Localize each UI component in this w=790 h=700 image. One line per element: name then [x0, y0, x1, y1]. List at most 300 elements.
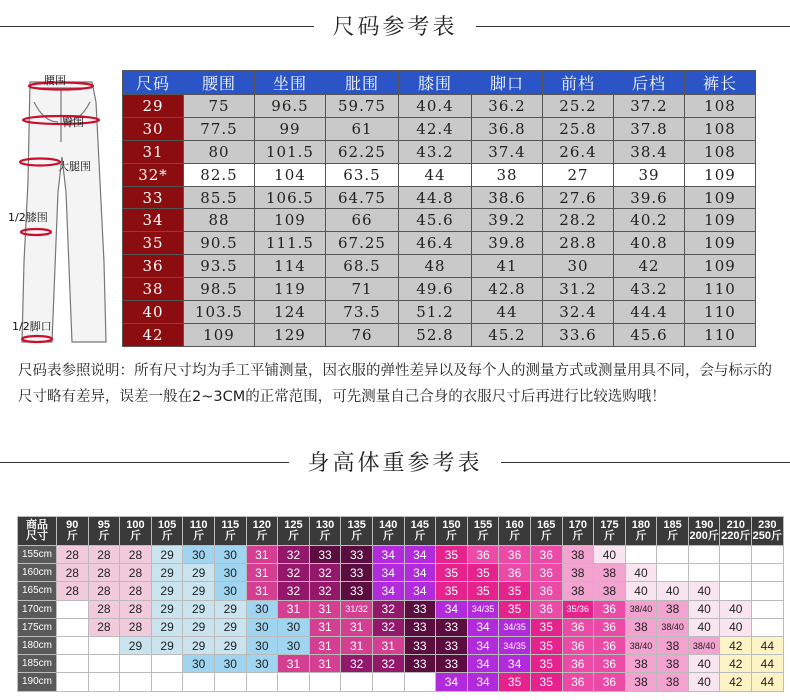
size-recommendation-cell: 33 [404, 600, 436, 618]
measurement-cell: 27 [543, 163, 614, 186]
size-recommendation-cell: 33 [309, 546, 341, 564]
size-recommendation-cell: 28 [57, 546, 89, 564]
size-recommendation-cell: 29 [214, 600, 246, 618]
measurement-cell: 45.6 [614, 323, 685, 346]
weight-unit: 斤 [414, 530, 426, 542]
height-weight-table [17, 516, 784, 692]
measurement-cell: 108 [685, 140, 756, 163]
weight-header-cell [530, 517, 562, 546]
size-recommendation-cell: 35 [436, 546, 468, 564]
size-recommendation-cell [57, 600, 89, 618]
weight-header-row [18, 517, 784, 546]
size-recommendation-cell: 34 [436, 600, 468, 618]
size-recommendation-cell [720, 564, 752, 582]
size-recommendation-cell: 31 [341, 636, 373, 654]
size-cell: 38 [123, 278, 184, 301]
weight-unit: 220斤 [721, 530, 751, 542]
weight-value: 105 [157, 519, 177, 531]
measurement-cell: 80 [184, 140, 255, 163]
pants-outline-icon [8, 62, 120, 352]
measurement-cell: 75 [184, 95, 255, 118]
size-recommendation-cell [57, 618, 89, 636]
weight-header-cell [499, 517, 531, 546]
size-recommendation-cell: 32 [278, 564, 310, 582]
measurement-cell: 93.5 [184, 255, 255, 278]
height-label: 185cm [18, 655, 57, 673]
weight-unit: 斤 [193, 530, 205, 542]
size-recommendation-cell: 32 [372, 600, 404, 618]
height-label: 155cm [18, 546, 57, 564]
measurement-cell: 96.5 [255, 95, 326, 118]
weight-value: 115 [221, 519, 240, 531]
size-recommendation-cell [688, 564, 720, 582]
header-cell: 肶围 [326, 71, 399, 95]
size-recommendation-cell: 33 [404, 618, 436, 636]
size-recommendation-cell: 36 [562, 636, 594, 654]
weight-value: 160 [505, 519, 524, 531]
size-recommendation-cell [183, 673, 215, 691]
size-recommendation-cell: 40 [720, 600, 752, 618]
weight-header-cell [214, 517, 246, 546]
size-recommendation-cell: 31 [246, 582, 278, 600]
size-cell: 34 [123, 209, 184, 232]
height-row [18, 546, 784, 564]
corner-cell [18, 517, 57, 546]
measurement-cell: 109 [685, 163, 756, 186]
weight-value: 125 [284, 519, 303, 531]
weight-value: 170 [568, 519, 587, 531]
size-recommendation-cell: 31 [341, 618, 373, 636]
size-recommendation-cell: 38/40 [625, 636, 657, 654]
size-recommendation-cell: 38 [625, 618, 657, 636]
size-recommendation-cell: 33 [341, 582, 373, 600]
measurement-cell: 108 [685, 117, 756, 140]
label-knee: 1/2膝围 [8, 211, 48, 224]
weight-header-cell [278, 517, 310, 546]
measurement-cell: 44.8 [399, 186, 472, 209]
size-recommendation-cell: 28 [120, 582, 152, 600]
label-waist: 腰围 [44, 74, 66, 87]
size-recommendation-cell [752, 564, 784, 582]
measurement-cell: 71 [326, 278, 399, 301]
size-recommendation-cell [246, 673, 278, 691]
size-recommendation-cell: 29 [183, 582, 215, 600]
size-recommendation-cell: 34 [499, 655, 531, 673]
size-cell: 31 [123, 140, 184, 163]
size-cell: 29 [123, 95, 184, 118]
size-recommendation-cell: 28 [88, 600, 120, 618]
measurement-cell: 52.8 [399, 323, 472, 346]
weight-unit: 斤 [382, 530, 394, 542]
header-cell: 尺码 [123, 71, 184, 95]
height-row [18, 636, 784, 654]
size-recommendation-cell: 31 [246, 546, 278, 564]
weight-value: 110 [189, 519, 208, 531]
size-recommendation-cell: 38/40 [657, 618, 689, 636]
size-recommendation-cell: 36 [467, 546, 499, 564]
measurement-cell: 40.2 [614, 209, 685, 232]
size-recommendation-cell: 33 [404, 655, 436, 673]
size-recommendation-cell [57, 655, 89, 673]
weight-header-cell [625, 517, 657, 546]
size-recommendation-cell: 30 [246, 600, 278, 618]
measurement-cell: 61 [326, 117, 399, 140]
size-recommendation-cell: 40 [688, 673, 720, 691]
size-recommendation-cell: 30 [214, 582, 246, 600]
size-recommendation-cell: 38 [594, 582, 626, 600]
size-recommendation-cell [720, 546, 752, 564]
measurement-cell: 38.6 [472, 186, 543, 209]
measurement-cell: 110 [685, 278, 756, 301]
measurement-cell: 44.4 [614, 301, 685, 324]
size-cell: 33 [123, 186, 184, 209]
size-recommendation-cell: 36 [530, 600, 562, 618]
weight-header-cell [562, 517, 594, 546]
size-recommendation-cell: 36 [562, 618, 594, 636]
weight-unit: 斤 [256, 530, 268, 542]
weight-value: 230 [758, 519, 777, 531]
size-cell: 36 [123, 255, 184, 278]
size-cell: 32* [123, 163, 184, 186]
weight-unit: 250斤 [752, 530, 783, 542]
size-recommendation-cell: 30 [278, 636, 310, 654]
size-row [123, 232, 756, 255]
size-recommendation-cell: 34 [467, 673, 499, 691]
measurement-cell: 38 [472, 163, 543, 186]
size-recommendation-cell: 38 [594, 564, 626, 582]
measurement-cell: 39.2 [472, 209, 543, 232]
weight-header-cell [688, 517, 720, 546]
weight-value: 180 [631, 519, 651, 531]
weight-unit: 200斤 [689, 530, 719, 542]
weight-unit: 斤 [509, 530, 521, 542]
size-recommendation-cell: 35/36 [562, 600, 594, 618]
height-label: 170cm [18, 600, 57, 618]
size-recommendation-cell: 29 [151, 618, 183, 636]
size-recommendation-cell: 35 [499, 582, 531, 600]
size-recommendation-cell: 35 [530, 673, 562, 691]
weight-value: 155 [473, 519, 493, 531]
size-recommendation-cell: 40 [625, 564, 657, 582]
size-recommendation-cell: 29 [183, 564, 215, 582]
size-recommendation-cell [372, 673, 404, 691]
weight-unit: 斤 [319, 530, 331, 542]
measurement-cell: 59.75 [326, 95, 399, 118]
measurement-cell: 36.2 [472, 95, 543, 118]
size-recommendation-cell: 35 [530, 655, 562, 673]
size-recommendation-cell [657, 564, 689, 582]
size-recommendation-cell [88, 636, 120, 654]
measurement-cell: 77.5 [184, 117, 255, 140]
measurement-cell: 38.4 [614, 140, 685, 163]
size-recommendation-cell: 29 [214, 636, 246, 654]
size-recommendation-cell: 33 [436, 636, 468, 654]
size-recommendation-cell: 28 [120, 618, 152, 636]
weight-unit: 斤 [129, 530, 141, 542]
measurement-cell: 62.25 [326, 140, 399, 163]
weight-header-cell [246, 517, 278, 546]
size-recommendation-cell [752, 582, 784, 600]
measurement-cell: 103.5 [184, 301, 255, 324]
size-recommendation-cell: 38 [657, 600, 689, 618]
weight-header-cell [436, 517, 468, 546]
size-recommendation-cell: 34 [467, 655, 499, 673]
measurement-cell: 109 [685, 209, 756, 232]
weight-unit: 斤 [540, 530, 552, 542]
weight-chart-title: 身高体重参考表 [289, 446, 500, 477]
size-recommendation-cell: 36 [530, 582, 562, 600]
size-table-header [123, 71, 756, 95]
size-recommendation-cell: 33 [341, 546, 373, 564]
height-row [18, 655, 784, 673]
measurement-cell: 48 [399, 255, 472, 278]
weight-value: 130 [315, 519, 335, 531]
weight-header-cell [57, 517, 89, 546]
measurement-cell: 129 [255, 323, 326, 346]
size-recommendation-cell: 30 [246, 655, 278, 673]
measurement-cell: 25.8 [543, 117, 614, 140]
size-recommendation-cell: 35 [436, 582, 468, 600]
measurement-cell: 98.5 [184, 278, 255, 301]
size-recommendation-cell: 36 [499, 546, 531, 564]
measurement-cell: 45.2 [472, 323, 543, 346]
size-row [123, 301, 756, 324]
size-recommendation-cell [752, 546, 784, 564]
size-recommendation-cell: 31/32 [341, 600, 373, 618]
height-label: 165cm [18, 582, 57, 600]
size-recommendation-cell: 33 [436, 618, 468, 636]
height-label: 160cm [18, 564, 57, 582]
weight-header-cell [657, 517, 689, 546]
weight-unit: 斤 [161, 530, 173, 542]
size-recommendation-cell: 34 [436, 673, 468, 691]
measurement-cell: 73.5 [326, 301, 399, 324]
size-recommendation-cell: 35 [499, 673, 531, 691]
weight-value: 135 [347, 519, 366, 531]
measurement-cell: 109 [255, 209, 326, 232]
weight-unit: 斤 [66, 530, 78, 542]
size-recommendation-cell: 32 [372, 655, 404, 673]
size-recommendation-cell: 35 [499, 600, 531, 618]
pants-measurement-diagram [8, 62, 120, 352]
size-recommendation-cell: 34 [467, 636, 499, 654]
size-recommendation-cell: 32 [278, 582, 310, 600]
size-recommendation-cell: 40 [688, 618, 720, 636]
measurement-cell: 99 [255, 117, 326, 140]
measurement-cell: 43.2 [399, 140, 472, 163]
measurement-cell: 26.4 [543, 140, 614, 163]
size-recommendation-cell: 30 [278, 618, 310, 636]
measurement-cell: 106.5 [255, 186, 326, 209]
size-recommendation-cell: 29 [183, 600, 215, 618]
height-row [18, 673, 784, 691]
measurement-cell: 76 [326, 323, 399, 346]
measurement-cell: 66 [326, 209, 399, 232]
measurement-cell: 119 [255, 278, 326, 301]
size-recommendation-cell: 40 [688, 655, 720, 673]
measurement-cell: 51.2 [399, 301, 472, 324]
size-recommendation-cell [688, 546, 720, 564]
weight-unit: 斤 [224, 530, 236, 542]
measurement-cell: 110 [685, 323, 756, 346]
size-recommendation-cell: 30 [214, 546, 246, 564]
size-recommendation-cell: 28 [88, 546, 120, 564]
size-row [123, 186, 756, 209]
weight-unit: 斤 [98, 530, 110, 542]
weight-unit: 斤 [351, 530, 363, 542]
size-recommendation-cell: 34 [372, 564, 404, 582]
measurement-cell: 32.4 [543, 301, 614, 324]
weight-header-cell [372, 517, 404, 546]
measurement-cell: 109 [685, 232, 756, 255]
size-recommendation-cell: 28 [120, 600, 152, 618]
size-recommendation-cell: 40 [657, 582, 689, 600]
corner-bottom: 尺寸 [26, 530, 48, 542]
measurement-cell: 49.6 [399, 278, 472, 301]
measurement-cell: 41 [472, 255, 543, 278]
height-label: 180cm [18, 636, 57, 654]
measurement-cell: 104 [255, 163, 326, 186]
size-row [123, 255, 756, 278]
measurement-cell: 40.4 [399, 95, 472, 118]
size-recommendation-cell: 35 [467, 564, 499, 582]
size-row [123, 209, 756, 232]
weight-value: 210 [726, 519, 745, 531]
size-recommendation-cell: 38/40 [688, 636, 720, 654]
size-recommendation-cell: 34/35 [499, 618, 531, 636]
measurement-cell: 28.8 [543, 232, 614, 255]
header-cell: 坐围 [255, 71, 326, 95]
size-recommendation-cell: 38 [625, 655, 657, 673]
size-recommendation-cell: 29 [120, 636, 152, 654]
size-chart-title-bar [0, 10, 790, 41]
measurement-cell: 124 [255, 301, 326, 324]
size-recommendation-cell: 42 [720, 636, 752, 654]
size-recommendation-cell: 31 [309, 636, 341, 654]
weight-header-cell [309, 517, 341, 546]
weight-value: 140 [379, 519, 398, 531]
size-recommendation-cell [278, 673, 310, 691]
size-recommendation-cell: 30 [214, 655, 246, 673]
size-recommendation-cell: 34 [404, 564, 436, 582]
measurement-cell: 37.8 [614, 117, 685, 140]
size-recommendation-cell: 35 [436, 564, 468, 582]
size-cell: 30 [123, 117, 184, 140]
size-recommendation-cell: 32 [341, 655, 373, 673]
size-recommendation-cell [88, 673, 120, 691]
measurement-cell: 85.5 [184, 186, 255, 209]
size-recommendation-cell: 36 [530, 546, 562, 564]
measurement-cell: 88 [184, 209, 255, 232]
height-row [18, 618, 784, 636]
measurement-cell: 63.5 [326, 163, 399, 186]
size-recommendation-cell: 31 [278, 600, 310, 618]
size-recommendation-cell: 31 [278, 655, 310, 673]
size-recommendation-cell: 40 [688, 600, 720, 618]
weight-unit: 斤 [572, 530, 584, 542]
weight-unit: 斤 [635, 530, 647, 542]
size-recommendation-cell: 29 [214, 618, 246, 636]
weight-value: 175 [600, 519, 619, 531]
measurement-cell: 30 [543, 255, 614, 278]
size-row [123, 163, 756, 186]
measurement-cell: 39.6 [614, 186, 685, 209]
size-recommendation-cell [214, 673, 246, 691]
size-recommendation-cell: 28 [88, 564, 120, 582]
corner-top: 商品 [26, 519, 48, 531]
weight-header-cell [404, 517, 436, 546]
size-recommendation-cell: 42 [720, 673, 752, 691]
size-recommendation-cell [309, 673, 341, 691]
height-row [18, 600, 784, 618]
size-recommendation-cell: 29 [151, 582, 183, 600]
size-recommendation-cell: 30 [214, 564, 246, 582]
size-recommendation-cell [120, 655, 152, 673]
size-recommendation-cell: 40 [720, 618, 752, 636]
header-cell: 膝围 [399, 71, 472, 95]
size-recommendation-cell: 34 [372, 582, 404, 600]
size-recommendation-cell [57, 673, 89, 691]
weight-value: 165 [537, 519, 556, 531]
size-recommendation-cell: 32 [278, 546, 310, 564]
size-recommendation-cell: 36 [594, 673, 626, 691]
header-cell: 前档 [543, 71, 614, 95]
size-row [123, 278, 756, 301]
size-table-body [123, 95, 756, 347]
weight-unit: 斤 [287, 530, 299, 542]
size-recommendation-cell: 29 [183, 636, 215, 654]
size-recommendation-cell: 38 [657, 636, 689, 654]
measurement-cell: 45.6 [399, 209, 472, 232]
size-recommendation-cell: 38 [625, 673, 657, 691]
header-cell: 后档 [614, 71, 685, 95]
size-row [123, 140, 756, 163]
measurement-cell: 114 [255, 255, 326, 278]
weight-unit: 斤 [603, 530, 615, 542]
height-row [18, 564, 784, 582]
measurement-cell: 42.8 [472, 278, 543, 301]
weight-header-cell [467, 517, 499, 546]
weight-header-cell [151, 517, 183, 546]
size-recommendation-cell: 28 [57, 582, 89, 600]
measurement-cell: 28.2 [543, 209, 614, 232]
size-recommendation-cell: 30 [246, 618, 278, 636]
size-recommendation-cell: 35 [467, 582, 499, 600]
size-recommendation-cell [752, 600, 784, 618]
weight-header-cell [720, 517, 752, 546]
measurement-cell: 44 [472, 301, 543, 324]
size-recommendation-cell: 40 [625, 582, 657, 600]
measurement-cell: 90.5 [184, 232, 255, 255]
measurement-cell: 39 [614, 163, 685, 186]
measurement-cell: 111.5 [255, 232, 326, 255]
size-recommendation-cell: 42 [720, 655, 752, 673]
measurement-cell: 109 [685, 186, 756, 209]
measurement-cell: 68.5 [326, 255, 399, 278]
size-recommendation-cell: 36 [499, 564, 531, 582]
measurement-cell: 101.5 [255, 140, 326, 163]
weight-value: 95 [97, 519, 111, 531]
size-recommendation-cell: 29 [151, 564, 183, 582]
size-recommendation-cell: 28 [88, 582, 120, 600]
weight-unit: 斤 [667, 530, 679, 542]
measurement-cell: 109 [685, 255, 756, 278]
weight-chart-title-bar [0, 446, 790, 477]
size-recommendation-cell: 36 [594, 600, 626, 618]
weight-value: 145 [410, 519, 429, 531]
size-chart-title: 尺码参考表 [314, 10, 475, 41]
size-recommendation-cell [151, 655, 183, 673]
